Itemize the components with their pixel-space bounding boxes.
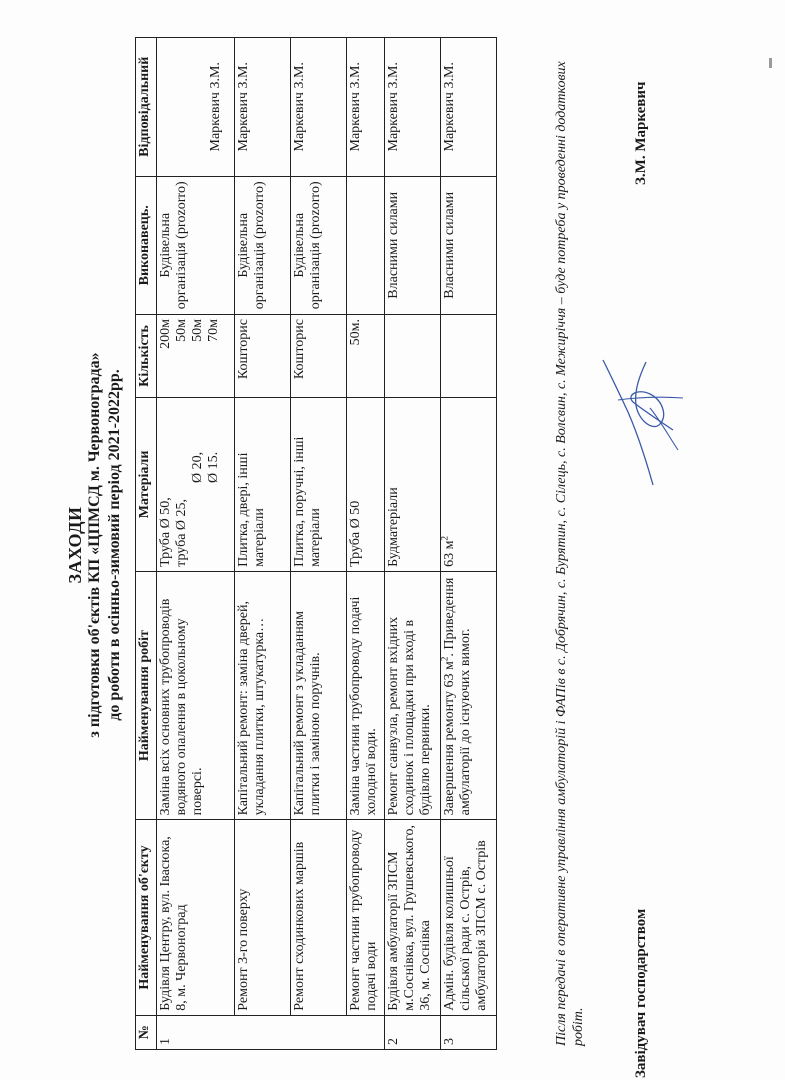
row-responsible: Маркевич З.М. xyxy=(385,38,441,177)
row-materials: Труба Ø 50 xyxy=(347,397,385,571)
row-quantity xyxy=(385,315,441,398)
table-row xyxy=(235,38,291,1050)
work-rest-text: . Приведення амбулаторії до існуючих вимог. xyxy=(442,577,473,816)
row-object: Будівля амбулаторії ЗПСМ м.Соснівка, вул. Грушевського, 36, м. Соснівка xyxy=(385,820,441,1015)
row-work: Ремонт санвузла, ремонт вхідних сходинок і площадки при вході в будівлю первинки. xyxy=(385,571,441,820)
row-executor: Власними силами xyxy=(441,176,497,314)
row-responsible: Маркевич З.М. xyxy=(441,38,497,177)
header-num: № xyxy=(136,1015,157,1049)
row-work: Капітальний ремонт: заміна дверей, укладання плитки, штукатурка… xyxy=(235,571,291,820)
work-superscript: 2 xyxy=(439,656,450,662)
table-row xyxy=(385,38,441,1050)
row-executor: Будівельна організація (prozorro) xyxy=(235,176,291,314)
row-quantity: 50м. xyxy=(347,315,385,398)
row-work: Капітальний ремонт з укладанням плитки і заміною поручнів. xyxy=(291,571,347,820)
title-block xyxy=(65,180,125,910)
material-line: Труба Ø 50, xyxy=(158,497,173,567)
work-main-text: Завершення ремонту 63 м xyxy=(442,661,457,816)
row-responsible: Маркевич З.М. xyxy=(157,38,235,177)
row-materials: Плитка, двері, інші матеріали xyxy=(235,397,291,571)
table-header-row xyxy=(136,38,157,1050)
row-materials: Плитка, поручні, інші матеріали xyxy=(291,397,347,571)
row-materials xyxy=(157,397,235,571)
material-line: Ø 20, xyxy=(190,451,205,483)
works-table xyxy=(135,37,497,1050)
row-executor: Власними силами xyxy=(385,176,441,314)
row-object: Ремонт сходинкових маршів xyxy=(291,820,347,1015)
table-row xyxy=(157,38,235,1050)
header-object: Найменування об'єкту xyxy=(136,820,157,1015)
material-line: труба Ø 25, xyxy=(174,498,189,567)
row-work: Заміна частини трубопроводу подачі холодної води. xyxy=(347,571,385,820)
row-work: Заміна всіх основних трубопроводів водяного опалення в цокольному поверсі. xyxy=(157,571,235,820)
signatory-name: З.М. Маркевич xyxy=(633,81,649,185)
row-quantity: Кошторис xyxy=(291,315,347,398)
header-executor: Виконавець. xyxy=(136,176,157,314)
header-responsible: Відповідальний xyxy=(136,38,157,177)
handwritten-signature xyxy=(598,350,688,490)
row-executor: Будівельна організація (prozorro) xyxy=(291,176,347,314)
footnote: Після передачі в оперативне управління амбулаторій і ФАПів в с. Добрячин, с. Бурятин, с. Сілець, с. Волсвин, с. Межиріччя – буде потреба у проведенні додаткових робіт. xyxy=(554,61,586,1046)
row-quantity xyxy=(157,315,235,398)
document-title: ЗАХОДИ xyxy=(65,506,85,584)
row-responsible: Маркевич З.М. xyxy=(235,38,291,177)
row-work xyxy=(441,571,497,820)
table-row xyxy=(441,38,497,1050)
table-row xyxy=(291,38,347,1050)
header-quantity: Кількість xyxy=(136,315,157,398)
row-materials: Будматеріали xyxy=(385,397,441,571)
row-quantity xyxy=(441,315,497,398)
row-num: 2 xyxy=(385,1015,441,1049)
document-period: до роботи в осінньо-зимовий період 2021-2022рр. xyxy=(106,369,123,721)
scan-mark-icon xyxy=(767,56,777,70)
row-object: Будівля Центру, вул. Івасюка, 8, м. Червоноград xyxy=(157,820,235,1015)
row-responsible: Маркевич З.М. xyxy=(291,38,347,177)
row-materials xyxy=(441,397,497,571)
row-num: 3 xyxy=(441,1015,497,1049)
row-executor: Будівельна організація (prozorro) xyxy=(157,176,235,314)
row-num: 1 xyxy=(157,1015,385,1049)
materials-superscript: 2 xyxy=(439,535,450,541)
signatory-position: Завідувач господарством xyxy=(633,908,649,1078)
row-responsible: Маркевич З.М. xyxy=(347,38,385,177)
row-executor xyxy=(347,176,385,314)
header-materials: Матеріали xyxy=(136,397,157,571)
quantity-line: 70м xyxy=(206,319,221,342)
quantity-line: 50м xyxy=(190,319,205,342)
row-object: Ремонт 3-го поверху xyxy=(235,820,291,1015)
quantity-line: 200м xyxy=(158,319,173,349)
quantity-line: 50м xyxy=(174,319,189,342)
table-row xyxy=(347,38,385,1050)
row-quantity: Кошторис xyxy=(235,315,291,398)
row-object: Ремонт частини трубопроводу подачі води xyxy=(347,820,385,1015)
header-work: Найменування робіт xyxy=(136,571,157,820)
material-line: Ø 15. xyxy=(206,451,221,483)
row-object: Адмін. будівля колишньої сільської ради с. Острів, амбулаторія ЗПСМ с. Острів xyxy=(441,820,497,1015)
document-subtitle: з підготовки об'єктів КП «ЦПМСД м. Червонограда» xyxy=(86,352,103,738)
materials-main-text: 63 м xyxy=(442,540,457,567)
